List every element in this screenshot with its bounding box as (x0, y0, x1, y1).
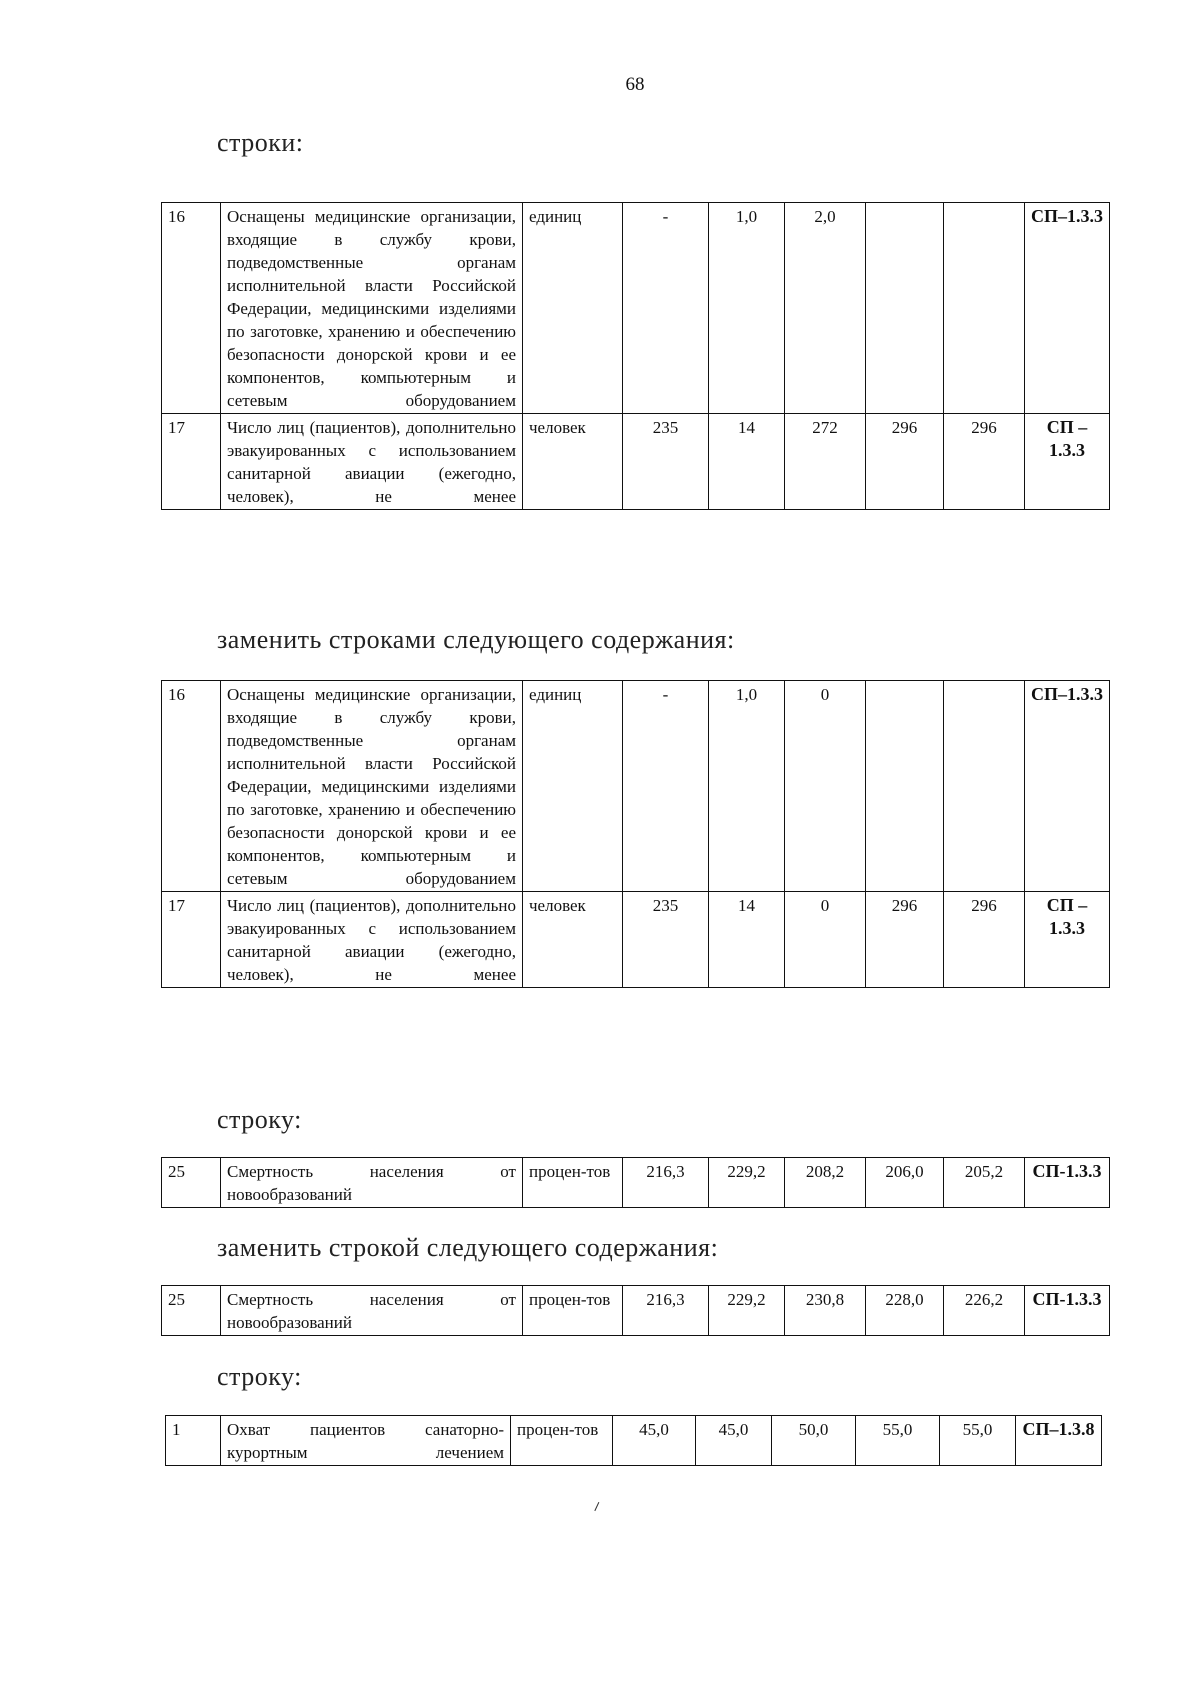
row-unit: единиц (523, 203, 623, 414)
row-value: 296 (944, 414, 1025, 510)
row-value: 228,0 (866, 1286, 944, 1336)
row-value (944, 203, 1025, 414)
table-original-rows-16-17 (161, 202, 1110, 510)
heading-replace-rows: заменить строками следующего содержания: (217, 625, 735, 654)
table-row (162, 1158, 1110, 1208)
row-value: 205,2 (944, 1158, 1025, 1208)
row-unit: процен-тов (523, 1286, 623, 1336)
row-unit: процен-тов (523, 1158, 623, 1208)
row-value: 229,2 (709, 1158, 785, 1208)
row-description: Оснащены медицинские организации, входящие в службу крови, подведомственные органам исполнительной власти Российской Федерации, медицинскими изделиями по заготовке, хранению и обеспечению безопасности донорской крови и ее компонентов, компьютерным и сетевым оборудованием (221, 203, 523, 414)
row-value: 1,0 (709, 681, 785, 892)
row-description: Число лиц (пациентов), дополнительно эвакуированных с использованием санитарной авиации (ежегодно, человек), не менее (221, 414, 523, 510)
row-value: 50,0 (772, 1416, 856, 1466)
row-number: 17 (162, 414, 221, 510)
row-value: 226,2 (944, 1286, 1025, 1336)
row-value: 208,2 (785, 1158, 866, 1208)
row-value: - (623, 203, 709, 414)
row-value: 296 (866, 414, 944, 510)
table-row (162, 414, 1110, 510)
row-code: СП-1.3.3 (1025, 1158, 1110, 1208)
table-row (162, 203, 1110, 414)
row-unit: человек (523, 414, 623, 510)
table-original-row-1 (165, 1415, 1102, 1466)
row-value: 1,0 (709, 203, 785, 414)
row-value (866, 203, 944, 414)
row-code: СП–1.3.8 (1016, 1416, 1102, 1466)
row-value: 55,0 (940, 1416, 1016, 1466)
row-unit: процен-тов (511, 1416, 613, 1466)
row-value (944, 681, 1025, 892)
row-code: СП – 1.3.3 (1025, 892, 1110, 988)
row-value: 296 (944, 892, 1025, 988)
table-original-row-25 (161, 1157, 1110, 1208)
row-value: 235 (623, 892, 709, 988)
row-code: СП–1.3.3 (1025, 203, 1110, 414)
row-unit: единиц (523, 681, 623, 892)
table-row (162, 892, 1110, 988)
row-value: 272 (785, 414, 866, 510)
row-number: 1 (166, 1416, 221, 1466)
heading-row-2: строку: (217, 1362, 302, 1391)
row-number: 16 (162, 203, 221, 414)
heading-row: строку: (217, 1105, 302, 1134)
row-code: СП-1.3.3 (1025, 1286, 1110, 1336)
heading-rows: строки: (217, 128, 304, 157)
row-value: 216,3 (623, 1286, 709, 1336)
row-description: Охват пациентов санаторно-курортным лечением (221, 1416, 511, 1466)
row-value: 229,2 (709, 1286, 785, 1336)
row-value: 14 (709, 414, 785, 510)
row-number: 17 (162, 892, 221, 988)
row-description: Смертность населения от новообразований (221, 1158, 523, 1208)
row-value: - (623, 681, 709, 892)
table-row (166, 1416, 1102, 1466)
row-value: 0 (785, 681, 866, 892)
row-code: СП–1.3.3 (1025, 681, 1110, 892)
row-description: Число лиц (пациентов), дополнительно эвакуированных с использованием санитарной авиации (ежегодно, человек), не менее (221, 892, 523, 988)
table-row (162, 681, 1110, 892)
table-replacement-row-25 (161, 1285, 1110, 1336)
row-number: 25 (162, 1286, 221, 1336)
row-value: 55,0 (856, 1416, 940, 1466)
row-value: 2,0 (785, 203, 866, 414)
row-value: 230,8 (785, 1286, 866, 1336)
row-value: 45,0 (696, 1416, 772, 1466)
table-replacement-rows-16-17 (161, 680, 1110, 988)
heading-replace-row: заменить строкой следующего содержания: (217, 1233, 719, 1262)
row-value: 14 (709, 892, 785, 988)
row-value: 0 (785, 892, 866, 988)
row-unit: человек (523, 892, 623, 988)
row-value: 216,3 (623, 1158, 709, 1208)
table-row (162, 1286, 1110, 1336)
row-value: 45,0 (613, 1416, 696, 1466)
page-number: 68 (625, 74, 645, 95)
row-value: 206,0 (866, 1158, 944, 1208)
row-value: 296 (866, 892, 944, 988)
row-description: Смертность населения от новообразований (221, 1286, 523, 1336)
row-value (866, 681, 944, 892)
row-number: 25 (162, 1158, 221, 1208)
row-value: 235 (623, 414, 709, 510)
row-number: 16 (162, 681, 221, 892)
pen-mark: ⸝ (587, 1490, 604, 1515)
row-description: Оснащены медицинские организации, входящие в службу крови, подведомственные органам исполнительной власти Российской Федерации, медицинскими изделиями по заготовке, хранению и обеспечению безопасности донорской крови и ее компонентов, компьютерным и сетевым оборудованием (221, 681, 523, 892)
row-code: СП – 1.3.3 (1025, 414, 1110, 510)
